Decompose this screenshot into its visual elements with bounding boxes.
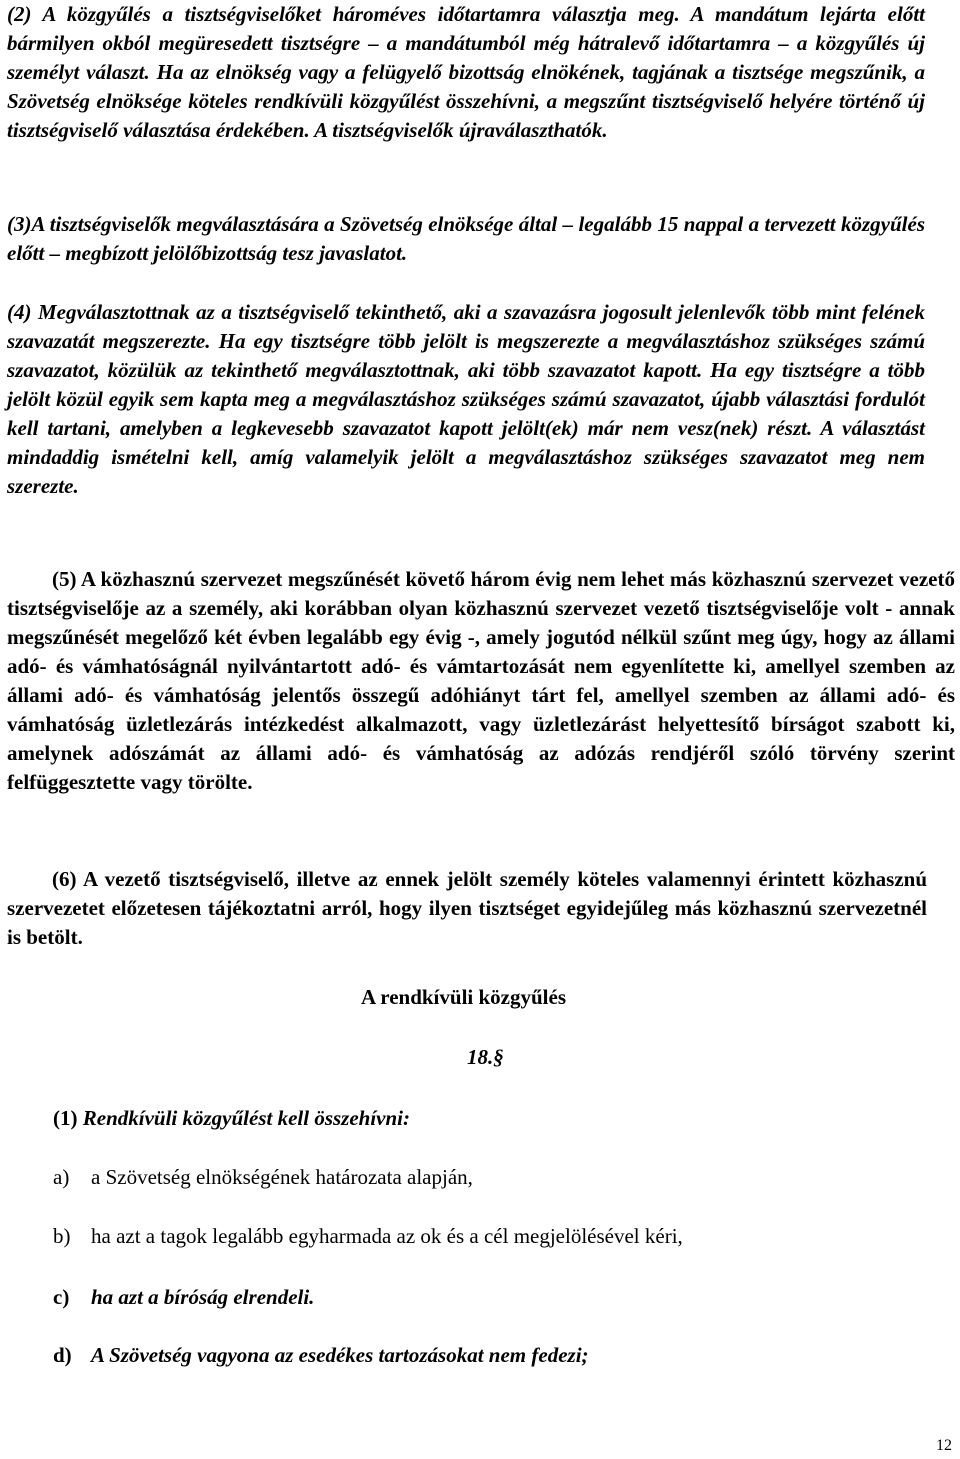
list-label: d) [53, 1343, 72, 1367]
list-item-c [53, 1283, 314, 1312]
subsection-heading [53, 1106, 410, 1131]
page-number: 12 [936, 1437, 952, 1454]
list-item-d [53, 1341, 589, 1370]
section-number: 18.§ [467, 1045, 504, 1069]
list-label: a) [53, 1165, 70, 1189]
list-item-b [53, 1222, 683, 1251]
list-label: b) [53, 1224, 71, 1248]
list-text: a Szövetség elnökségének határozata alapján, [91, 1165, 473, 1189]
list-label: c) [53, 1285, 70, 1309]
list-text: ha azt a bíróság elrendeli. [91, 1285, 315, 1309]
list-text: ha azt a tagok legalább egyharmada az ok és a cél megjelölésével kéri, [91, 1224, 683, 1248]
paragraph-2: (2) A közgyűlés a tisztségviselőket hároméves időtartamra választja meg. A mandátum lejárta előtt bármilyen okból megüresedett tisztségre – a mandátumból még hátralevő időtartamra – a közgyűlés új személyt választ. Ha az elnökség vagy a felügyelő bizottság elnökének, tagjának a tisztsége megszűnik, a Szövetség elnöksége köteles rendkívüli közgyűlést összehívni, a megszűnt tisztségviselő helyére történő új tisztségviselő választása érdekében. A tisztségviselők újraválaszthatók. [7, 2, 925, 142]
paragraph-4: (4) Megválasztottnak az a tisztségviselő tekinthető, aki a szavazásra jogosult jelenlevők több mint felének szavazatát megszerezte. Ha egy tisztségre több jelölt is megszerezte a megválasztáshoz szükséges számú szavazatot, közülük az tekinthető megválasztottnak, aki több szavazatot kapott. Ha egy tisztségre a több jelölt közül egyik sem kapta meg a megválasztáshoz szükséges számú szavazatot, újabb választási fordulót kell tartani, amelyben a legkevesebb szavazatot kapott jelölt(ek) már nem vesz(nek) részt. A választást mindaddig ismételni kell, amíg valamelyik jelölt a megválasztáshoz szükséges szavazatot meg nem szerezte. [7, 300, 925, 498]
list-text: A Szövetség vagyona az esedékes tartozásokat nem fedezi; [91, 1343, 589, 1367]
paragraph-6: (6) A vezető tisztségviselő, illetve az ennek jelölt személy köteles valamennyi érintett közhasznú szervezetet előzetesen tájékoztatni arról, hogy ilyen tisztséget egyidejűleg más közhasznú szervezetnél is betölt. [7, 867, 927, 949]
list-item-a [53, 1163, 473, 1192]
paragraph-5: (5) A közhasznú szervezet megszűnését követő három évig nem lehet más közhasznú szervezet vezető tisztségviselője az a személy, aki korábban olyan közhasznú szervezet vezető tisztségviselője volt - annak megszűnését megelőző két évben legalább egy évig -, amely jogutód nélkül szűnt meg úgy, hogy az állami adó- és vámhatóságnál nyilvántartott adó- és vámtartozását nem egyenlítette ki, amellyel szemben az állami adó- és vámhatóság jelentős összegű adóhiányt tárt fel, amellyel szemben az állami adó- és vámhatóság üzletlezárás intézkedést alkalmazott, vagy üzletlezárást helyettesítő bírságot szabott ki, amelynek adószámát az állami adó- és vámhatóság az adózás rendjéről szóló törvény szerint felfüggesztette vagy törölte. [7, 567, 955, 794]
subsection-number: (1) [53, 1106, 78, 1130]
paragraph-3: (3)A tisztségviselők megválasztására a Szövetség elnöksége által – legalább 15 nappal a tervezett közgyűlés előtt – megbízott jelölőbizottság tesz javaslatot. [7, 212, 925, 265]
subsection-text: Rendkívüli közgyűlést kell összehívni: [82, 1106, 411, 1130]
section-title: A rendkívüli közgyűlés [361, 985, 566, 1009]
